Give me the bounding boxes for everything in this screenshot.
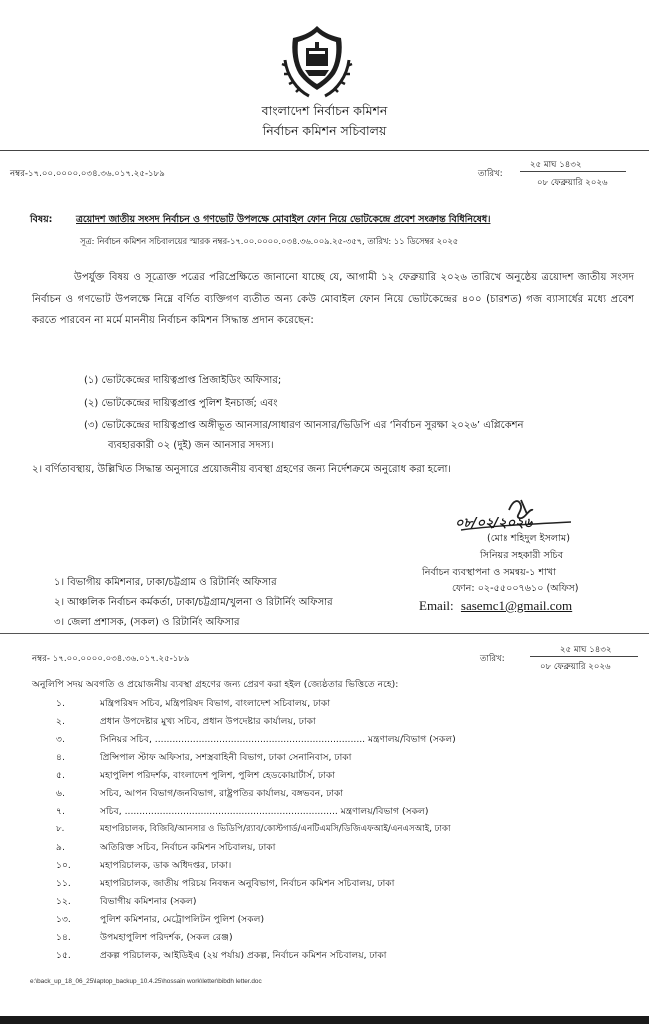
copy-item-text: সচিব, ......................................................................... মন্ত্রণালয়/বিভাগ (সকল) xyxy=(100,806,429,817)
copy-list-item xyxy=(56,930,233,945)
copy-list-item xyxy=(56,912,264,927)
signatory-branch: নির্বাচন ব্যবস্থাপনা ও সমন্বয়-১ শাখা xyxy=(422,567,557,578)
recipient-2: ২। আঞ্চলিক নির্বাচন কর্মকর্তা, ঢাকা/চট্টগ্রাম/খুলনা ও রিটার্নিং অফিসার xyxy=(54,597,333,608)
copy-item-number: ২. xyxy=(56,716,65,727)
secretariat-name: নির্বাচন কমিশন সচিবালয় xyxy=(262,123,387,138)
recipient-1: ১। বিভাগীয় কমিশনার, ঢাকা/চট্টগ্রাম ও রিটার্নিং অফিসার xyxy=(54,577,277,588)
copy-list-item xyxy=(56,714,316,729)
election-commission-emblem-icon xyxy=(279,20,355,100)
signatory-name: (মোঃ শহিদুল ইসলাম) xyxy=(487,533,570,544)
copy-list-item xyxy=(56,876,394,891)
copy-list-item xyxy=(56,822,451,836)
copy-item-number: ৪. xyxy=(56,752,65,763)
email-label: Email: xyxy=(419,598,454,613)
date-bangla: ২৫ মাঘ ১৪৩২ xyxy=(530,160,582,170)
subject-text: ত্রয়োদশ জাতীয় সংসদ নির্বাচন ও গণভোট উপলক্ষে মোবাইল ফোন নিয়ে ভোটকেন্দ্রে প্রবেশ সংক্রান্ত বিধিনিষেধ। xyxy=(76,214,491,225)
copy-item-number: ১. xyxy=(56,698,65,709)
copy-item-text: সচিব, আপন বিভাগ/জনবিভাগ, রাষ্ট্রপতির কার্যালয়, বঙ্গভবন, ঢাকা xyxy=(100,788,344,799)
copy-item-text: মহাপুলিশ পরিদর্শক, বাংলাদেশ পুলিশ, পুলিশ হেডকোয়ার্টার্স, ঢাকা xyxy=(100,770,335,781)
copy-item-text: প্রধান উপদেষ্টার মুখ্য সচিব, প্রধান উপদেষ্টার কার্যালয়, ঢাকা xyxy=(100,716,316,727)
copy-item-number: ১০. xyxy=(56,860,71,871)
copy-item-text: মহাপরিচালক, জাতীয় পরিচয় নিবন্ধন অনুবিভাগ, নির্বাচন কমিশন সচিবালয়, ঢাকা xyxy=(100,878,395,889)
memo-number: নম্বর-১৭.০০.০০০০.০৩৪.৩৬.০১৭.২৫-১৮৯ xyxy=(10,169,165,179)
copy-divider xyxy=(0,633,649,634)
copy-memo-number: নম্বর- ১৭.০০.০০০০.০৩৪.৩৬.০১৭.২৫-১৮৯ xyxy=(32,654,190,664)
copy-list-item xyxy=(56,948,386,963)
signatory-phone: ফোন: ০২-৫৫০০৭৬১০ (অফিস) xyxy=(452,583,579,594)
copy-item-number: ৯. xyxy=(56,842,65,853)
copy-list-item xyxy=(56,804,428,819)
copy-item-text: মহাপরিচালক, ডাক অধিদপ্তর, ঢাকা। xyxy=(100,860,232,871)
recipient-3: ৩। জেলা প্রশাসক, (সকল) ও রিটার্নিং অফিসার xyxy=(54,617,240,628)
copy-item-number: ১২. xyxy=(56,896,71,907)
copy-list-item xyxy=(56,750,351,765)
copy-item-number: ১৫. xyxy=(56,950,71,961)
copy-list-item xyxy=(56,786,343,801)
header-divider xyxy=(0,150,649,151)
signature-date: ০৮/০২/২০২৬ xyxy=(455,516,533,531)
copy-item-text: প্রিন্সিপাল স্টাফ অফিসার, সশস্ত্রবাহিনী বিভাগ, ঢাকা সেনানিবাস, ঢাকা xyxy=(100,752,352,763)
copy-item-text: পুলিশ কমিশনার, মেট্রোপলিটন পুলিশ (সকল) xyxy=(100,914,265,925)
exception-item-3: (৩) ভোটকেন্দ্রের দায়িত্বপ্রাপ্ত অঙ্গীভূত আনসার/সাধারণ আনসার/ভিডিপি এর ‘নির্বাচন সুরক্ষা ২০২৬’ এপ্লিকেশন xyxy=(84,420,524,431)
signatory-designation: সিনিয়র সহকারী সচিব xyxy=(480,550,564,561)
exception-item-3-cont: ব্যবহারকারী ০২ (দুই) জন আনসার সদস্য। xyxy=(108,440,274,451)
scan-edge-bar xyxy=(0,1016,649,1024)
copy-item-text: মহাপরিচালক, বিজিবি/আনসার ও ভিডিপি/র‍্যাব/কোস্টগার্ড/এনটিএমসি/ডিজিএফআই/এনএসআই, ঢাকা xyxy=(100,824,451,834)
copy-item-number: ৮. xyxy=(56,824,65,834)
exception-item-2: (২) ভোটকেন্দ্রের দায়িত্বপ্রাপ্ত পুলিশ ইনচার্জ; এবং xyxy=(84,398,278,409)
copy-list-item xyxy=(56,858,231,873)
copy-list-item xyxy=(56,732,456,747)
email-link[interactable]: sasemc1@gmail.com xyxy=(460,598,573,613)
copy-item-text: সিনিয়র সচিব, ........................................................................ মন্ত্রণালয়/বিভাগ (সকল) xyxy=(100,734,456,745)
date-divider xyxy=(520,171,626,172)
file-path-footer: e:\back_up_18_06_25\laptop_backup_10.4.25\hossain work\letter\bibdh letter.doc xyxy=(30,978,262,985)
copy-item-text: মন্ত্রিপরিষদ সচিব, মন্ত্রিপরিষদ বিভাগ, বাংলাদেশ সচিবালয়, ঢাকা xyxy=(100,698,331,709)
body-paragraph-1: উপর্যুক্ত বিষয় ও সূত্রোক্ত পত্রের পরিপ্রেক্ষিতে জানানো যাচ্ছে যে, আগামী ১২ ফেব্রুয়ারি ২০২৬ তারিখে অনুষ্ঠেয় ত্রয়োদশ জাতীয় সংসদ নির্বাচন ও গণভোট উপলক্ষে নিম্নে বর্ণিত ব্যক্তিগণ ব্যতীত অন্য কেউ মোবাইল ফোন নিয়ে ভোটকেন্দ্রের ৪০০ (চারশত) গজ ব্যাসার্ধের মধ্যে প্রবেশ করতে পারবেন না মর্মে মাননীয় নির্বাচন কমিশন সিদ্ধান্ত প্রদান করেছেন: xyxy=(32,272,634,326)
copy-date-label: তারিখ: xyxy=(480,654,505,664)
copy-date-divider xyxy=(530,656,638,657)
copy-list-item xyxy=(56,768,335,783)
copy-list-item xyxy=(56,894,196,909)
reference-line: সূত্র: নির্বাচন কমিশন সচিবালয়ের স্মারক নম্বর-১৭.০০.০০০০.০৩৪.৩৬.০০৯.২৫-৩৫৭, তারিখ: ১১ ডিসেম্বর ২০২৫ xyxy=(80,236,459,246)
copy-item-number: ১১. xyxy=(56,878,71,889)
copy-item-number: ৫. xyxy=(56,770,65,781)
copy-item-text: বিভাগীয় কমিশনার (সকল) xyxy=(100,896,197,907)
copy-list-item xyxy=(56,840,275,855)
body-paragraph-2: ২। বর্ণিতাবস্থায়, উল্লিখিত সিদ্ধান্ত অনুসারে প্রয়োজনীয় ব্যবস্থা গ্রহণের জন্য নির্দেশক্রমে অনুরোধ করা হলো। xyxy=(32,464,452,475)
date-english: ০৮ ফেব্রুয়ারি ২০২৬ xyxy=(537,178,608,188)
copy-item-text: উপমহাপুলিশ পরিদর্শক, (সকল রেঞ্জ) xyxy=(100,932,233,943)
copy-item-text: অতিরিক্ত সচিব, নির্বাচন কমিশন সচিবালয়, ঢাকা xyxy=(100,842,276,853)
copy-item-number: ৭. xyxy=(56,806,65,817)
copy-item-number: ১৩. xyxy=(56,914,71,925)
copy-item-number: ৬. xyxy=(56,788,65,799)
copy-list-item xyxy=(56,696,330,711)
date-label: তারিখ: xyxy=(478,169,503,179)
copy-item-number: ৩. xyxy=(56,734,65,745)
exception-item-1: (১) ভোটকেন্দ্রের দায়িত্বপ্রাপ্ত প্রিজাইডিং অফিসার; xyxy=(84,375,282,386)
subject-label: বিষয়: xyxy=(30,214,53,225)
copy-date-english: ০৮ ফেব্রুয়ারি ২০২৬ xyxy=(540,662,611,672)
org-name: বাংলাদেশ নির্বাচন কমিশন xyxy=(261,103,388,118)
copy-item-text: প্রকল্প পরিচালক, আইডিইএ (২য় পর্যায়) প্রকল্প, নির্বাচন কমিশন সচিবালয়, ঢাকা xyxy=(100,950,387,961)
copy-intro: অনুলিপি সদয় অবগতি ও প্রয়োজনীয় ব্যবস্থা গ্রহণের জন্য প্রেরণ করা হইল (জ্যেষ্ঠতার ভিত্তিতে নহে): xyxy=(32,679,399,690)
copy-item-number: ১৪. xyxy=(56,932,71,943)
copy-date-bangla: ২৫ মাঘ ১৪৩২ xyxy=(560,645,612,655)
